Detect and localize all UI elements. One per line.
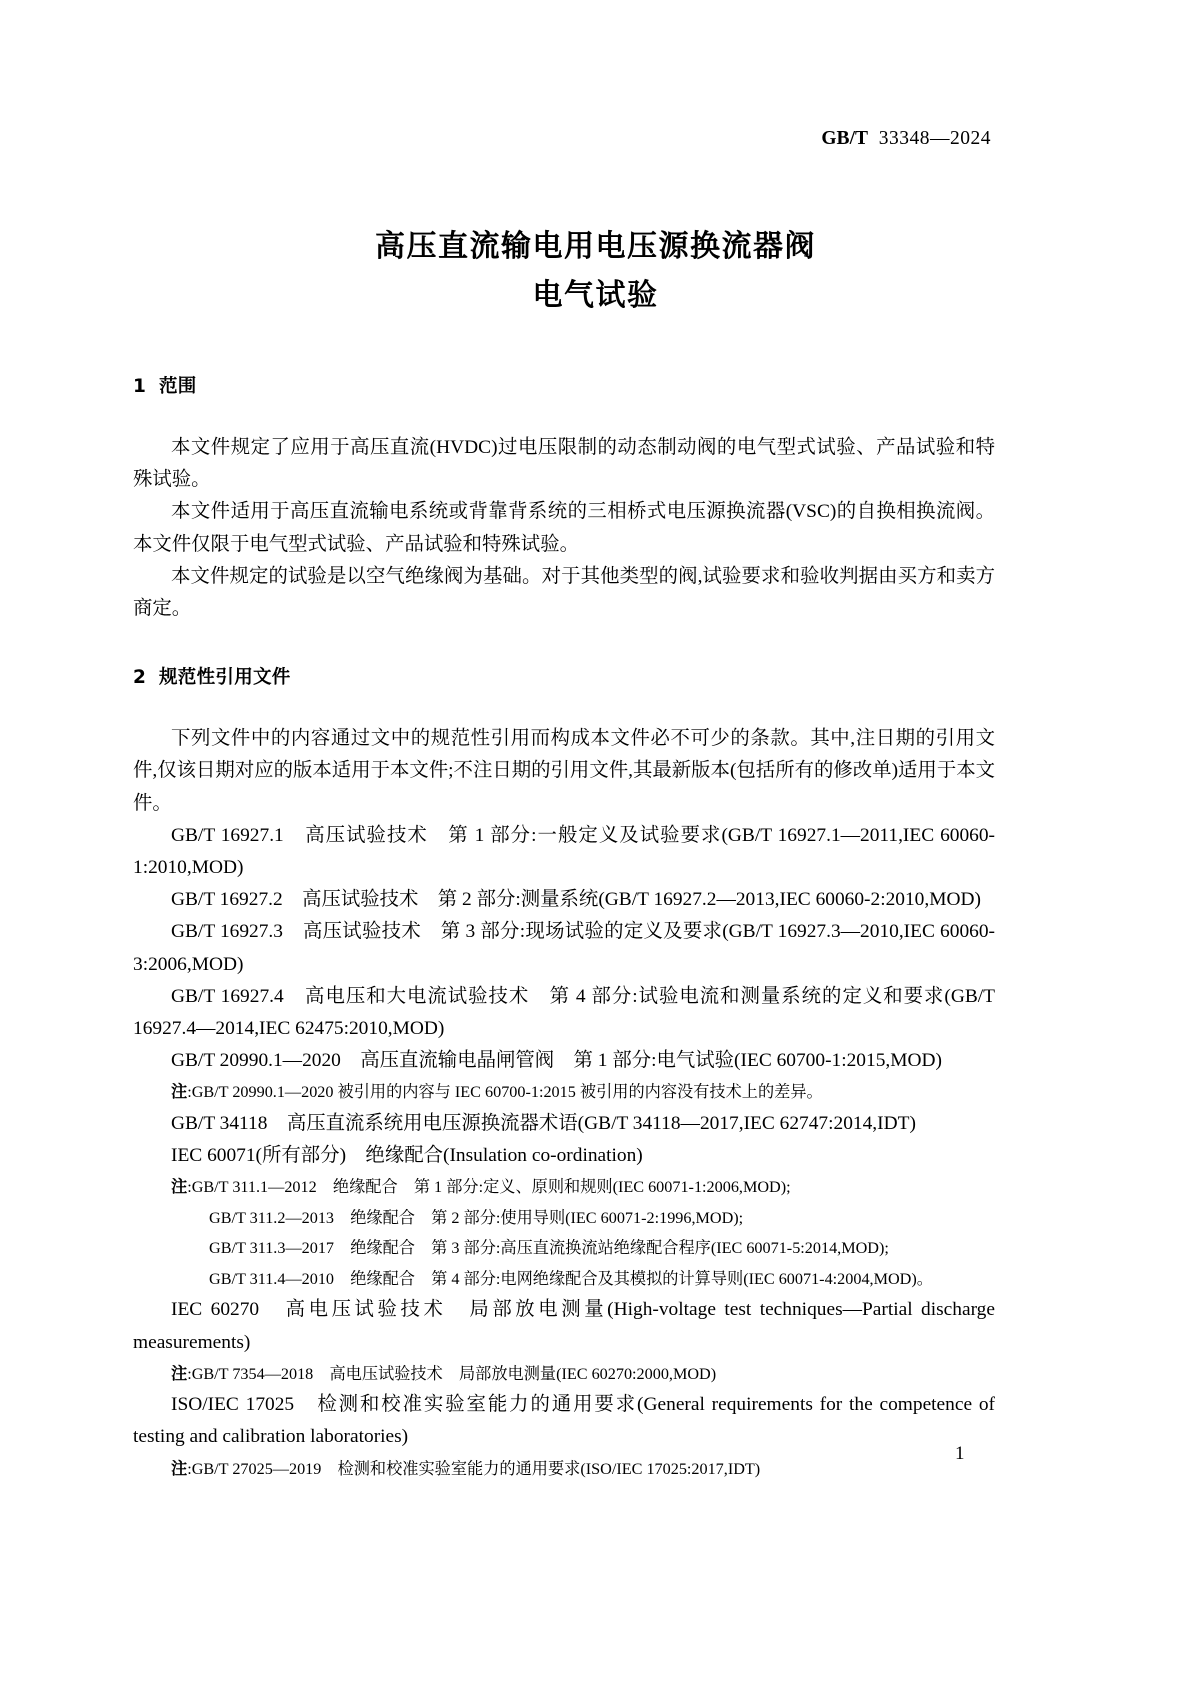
note-text: GB/T 20990.1—2020 被引用的内容与 IEC 60700-1:2015 被引用的内容没有技术上的差异。 (191, 1083, 823, 1102)
reference-note-line: GB/T 311.4—2010 绝缘配合 第 4 部分:电网绝缘配合及其模拟的计算导则(IEC 60071-4:2004,MOD)。 (209, 1269, 933, 1288)
note-text: GB/T 7354—2018 高电压试验技术 局部放电测量(IEC 60270:2000,MOD) (191, 1364, 717, 1383)
reference-entry: GB/T 34118 高压直流系统用电压源换流器术语(GB/T 34118—2017,IEC 62747:2014,IDT) (171, 1112, 916, 1134)
reference-entry: GB/T 16927.1 高压试验技术 第 1 部分:一般定义及试验要求(GB/T 16927.1—2011,IEC 60060-1:2010,MOD) (133, 824, 995, 879)
page-title (0, 222, 1191, 320)
reference-entry: GB/T 20990.1—2020 高压直流输电晶闸管阀 第 1 部分:电气试验(IEC 60700-1:2015,MOD) (171, 1050, 942, 1072)
spacer (133, 625, 995, 663)
title-line-1: 高压直流输电用电压源换流器阀 (375, 229, 816, 264)
note-label: 注 (171, 1177, 188, 1197)
standard-prefix: GB/T (821, 128, 868, 149)
reference-note: 注:GB/T 27025—2019 检测和校准实验室能力的通用要求(ISO/IEC 17025:2017,IDT) (171, 1458, 761, 1478)
note-text: GB/T 311.1—2012 绝缘配合 第 1 部分:定义、原则和规则(IEC 60071-1:2006,MOD); (191, 1178, 791, 1197)
reference-note-line: GB/T 311.2—2013 绝缘配合 第 2 部分:使用导则(IEC 60071-2:1996,MOD); (209, 1208, 744, 1227)
paragraph: 下列文件中的内容通过文中的规范性引用而构成本文件必不可少的条款。其中,注日期的引用文件,仅该日期对应的版本适用于本文件;不注日期的引用文件,其最新版本(包括所有的修改单)适用于本文件。 (133, 728, 995, 814)
reference-note-line: GB/T 311.3—2017 绝缘配合 第 3 部分:高压直流换流站绝缘配合程序(IEC 60071-5:2014,MOD); (209, 1239, 889, 1258)
paragraph: 本文件适用于高压直流输电系统或背靠背系统的三相桥式电压源换流器(VSC)的自换相换流阀。本文件仅限于电气型式试验、产品试验和特殊试验。 (133, 501, 995, 555)
section-number-1: 1 (133, 376, 147, 397)
standard-number: 33348—2024 (878, 128, 991, 149)
reference-entry: GB/T 16927.3 高压试验技术 第 3 部分:现场试验的定义及要求(GB/T 16927.3—2010,IEC 60060-3:2006,MOD) (133, 921, 995, 975)
spacer (133, 398, 995, 432)
paragraph: 本文件规定了应用于高压直流(HVDC)过电压限制的动态制动阀的电气型式试验、产品试验和特殊试验。 (133, 437, 995, 491)
running-header (821, 128, 991, 150)
reference-entry: IEC 60270 高电压试验技术 局部放电测量(High-voltage test techniques—Partial discharge measurements) (133, 1299, 995, 1353)
reference-note: 注:GB/T 7354—2018 高电压试验技术 局部放电测量(IEC 60270:2000,MOD) (171, 1363, 717, 1383)
note-label: 注 (171, 1363, 188, 1383)
section-heading-2 (133, 663, 995, 689)
section-title-2: 规范性引用文件 (159, 667, 291, 689)
section-heading-1 (133, 372, 995, 398)
reference-entry: GB/T 16927.4 高电压和大电流试验技术 第 4 部分:试验电流和测量系统的定义和要求(GB/T 16927.4—2014,IEC 62475:2010,MOD) (133, 985, 995, 1040)
paragraph: 本文件规定的试验是以空气绝缘阀为基础。对于其他类型的阀,试验要求和验收判据由买方和卖方商定。 (133, 565, 995, 620)
title-line-2: 电气试验 (532, 278, 659, 313)
section-number-2: 2 (133, 667, 147, 689)
document-body (133, 372, 995, 1484)
note-label: 注 (171, 1082, 188, 1102)
spacer (133, 689, 995, 723)
section-title-1: 范围 (159, 376, 197, 397)
reference-entry: ISO/IEC 17025 检测和校准实验室能力的通用要求(General requirements for the competence of testing and calibration laboratories) (133, 1394, 995, 1448)
page-number: 1 (955, 1443, 965, 1464)
note-label: 注 (171, 1458, 188, 1478)
reference-note: 注:GB/T 20990.1—2020 被引用的内容与 IEC 60700-1:2015 被引用的内容没有技术上的差异。 (171, 1082, 823, 1102)
reference-entry: IEC 60071(所有部分) 绝缘配合(Insulation co-ordination) (171, 1145, 643, 1167)
reference-note: 注:GB/T 311.1—2012 绝缘配合 第 1 部分:定义、原则和规则(IEC 60071-1:2006,MOD); (171, 1177, 791, 1197)
reference-entry: GB/T 16927.2 高压试验技术 第 2 部分:测量系统(GB/T 16927.2—2013,IEC 60060-2:2010,MOD) (171, 889, 981, 911)
note-text: GB/T 27025—2019 检测和校准实验室能力的通用要求(ISO/IEC 17025:2017,IDT) (191, 1459, 761, 1478)
